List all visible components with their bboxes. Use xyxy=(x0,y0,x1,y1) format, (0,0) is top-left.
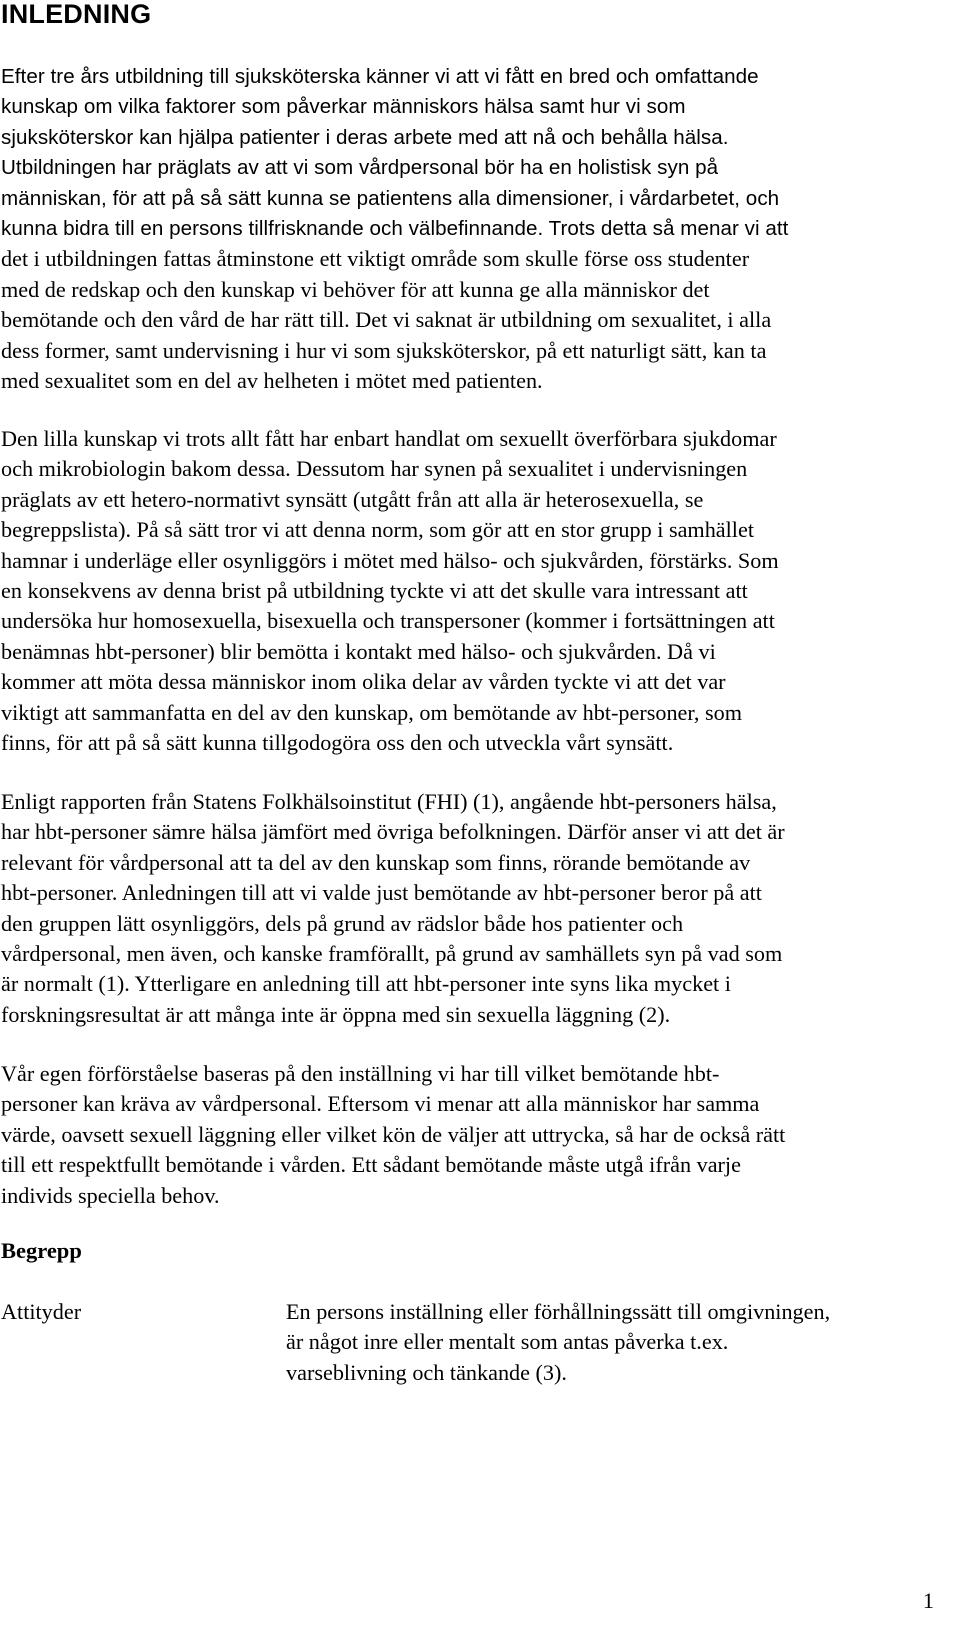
glossary-definition xyxy=(286,1297,946,1388)
paragraph-line: med sexualitet som en del av helheten i mötet med patienten. xyxy=(1,368,543,394)
paragraph-line: bemötande och den vård de har rätt till. Det vi saknat är utbildning om sexualitet, i alla xyxy=(1,307,772,333)
paragraph-line: forskningsresultat är att många inte är öppna med sin sexuella läggning (2). xyxy=(1,1001,671,1027)
paragraph-line: Utbildningen har präglats av att vi som vårdpersonal bör ha en holistisk syn på xyxy=(1,156,719,180)
paragraph-line: undersöka hur homosexuella, bisexuella och transpersoner (kommer i fortsättningen att xyxy=(1,608,775,634)
page-heading: INLEDNING xyxy=(1,0,152,29)
paragraph-line: den gruppen lätt osynliggörs, dels på grund av rädslor både hos patienter och xyxy=(1,910,684,936)
paragraph-line: relevant för vårdpersonal att ta del av den kunskap som finns, rörande bemötande av xyxy=(1,849,751,875)
paragraph-line: hbt-personer. Anledningen till att vi valde just bemötande av hbt-personer beror på att xyxy=(1,880,762,906)
paragraph-line: Enligt rapporten från Statens Folkhälsoinstitut (FHI) (1), angående hbt-personers hälsa, xyxy=(1,789,777,814)
paragraph-line: sjuksköterskor kan hjälpa patienter i deras arbete med att nå och behålla hälsa. xyxy=(1,125,729,149)
paragraph-line: Den lilla kunskap vi trots allt fått har enbart handlat om sexuellt överförbara sjukdomar xyxy=(1,426,777,451)
paragraph-line: det i utbildningen fattas åtminstone ett viktigt område som skulle förse oss studenter xyxy=(1,246,750,272)
paragraph-line: personer kan kräva av vårdpersonal. Eftersom vi menar att alla människor har samma xyxy=(1,1091,760,1117)
definition-line: varseblivning och tänkande (3). xyxy=(286,1359,567,1385)
paragraph-4 xyxy=(1,1059,949,1211)
paragraph-line: dess former, samt undervisning i hur vi som sjuksköterskor, på ett naturligt sätt, kan ta xyxy=(1,337,767,363)
paragraph-line: med de redskap och den kunskap vi behöver för att kunna ge alla människor det xyxy=(1,276,710,302)
paragraph-line: värde, oavsett sexuell läggning eller vilket kön de väljer att uttrycka, så har de också rätt xyxy=(1,1121,786,1147)
glossary-term: Attityder xyxy=(1,1299,82,1324)
paragraph-line: kunskap om vilka faktorer som påverkar människors hälsa samt hur vi som xyxy=(1,95,686,119)
paragraph-line: viktigt att sammanfatta en del av den kunskap, om bemötande av hbt-personer, som xyxy=(1,699,742,725)
paragraph-line: begreppslista). På så sätt tror vi att denna norm, som gör att en stor grupp i samhället xyxy=(1,517,754,543)
paragraph-line: vårdpersonal, men även, och kanske framförallt, på grund av samhällets syn på vad som xyxy=(1,941,783,967)
paragraph-line: är normalt (1). Ytterligare en anledning till att hbt-personer inte syns lika mycket i xyxy=(1,971,731,997)
definition-line: är något inre eller mentalt som antas påverka t.ex. xyxy=(286,1329,729,1355)
paragraph-line: människan, för att på så sätt kunna se patientens alla dimensioner, i vårdarbetet, och xyxy=(1,186,780,210)
paragraph-line: hamnar i underläge eller osynliggörs i mötet med hälso- och sjukvården, förstärks. Som xyxy=(1,547,779,573)
paragraph-line: har hbt-personer sämre hälsa jämfört med övriga befolkningen. Därför anser vi att det är xyxy=(1,819,785,845)
paragraph-line: en konsekvens av denna brist på utbildning tyckte vi att det skulle vara intressant att xyxy=(1,578,748,604)
paragraph-line: kommer att möta dessa människor inom olika delar av vården tyckte vi att det var xyxy=(1,669,726,695)
page-number: 1 xyxy=(922,1588,934,1613)
paragraph-line: benämnas hbt-personer) blir bemötta i kontakt med hälso- och sjukvården. Då vi xyxy=(1,638,716,664)
definition-line: En persons inställning eller förhållningssätt till omgivningen, xyxy=(286,1299,831,1324)
paragraph-line: Efter tre års utbildning till sjuksköterska känner vi att vi fått en bred och omfattande xyxy=(1,65,759,88)
paragraph-line: och mikrobiologin bakom dessa. Dessutom har synen på sexualitet i undervisningen xyxy=(1,456,748,482)
paragraph-2 xyxy=(1,424,949,758)
paragraph-line: till ett respektfullt bemötande i vården. Ett sådant bemötande måste utgå ifrån varje xyxy=(1,1152,741,1178)
paragraph-line: Vår egen förförståelse baseras på den inställning vi har till vilket bemötande hbt- xyxy=(1,1061,720,1086)
paragraph-line: kunna bidra till en persons tillfrisknande och välbefinnande. Trots detta så menar vi att xyxy=(1,217,789,241)
paragraph-3 xyxy=(1,787,949,1030)
paragraph-1 xyxy=(1,62,949,396)
paragraph-line: präglats av ett hetero-normativt synsätt (utgått från att alla är heterosexuella, se xyxy=(1,486,704,512)
paragraph-line: individs speciella behov. xyxy=(1,1182,220,1208)
paragraph-line: finns, för att på så sätt kunna tillgodogöra oss den och utveckla vårt synsätt. xyxy=(1,730,674,756)
section-heading-begrepp: Begrepp xyxy=(1,1238,82,1263)
